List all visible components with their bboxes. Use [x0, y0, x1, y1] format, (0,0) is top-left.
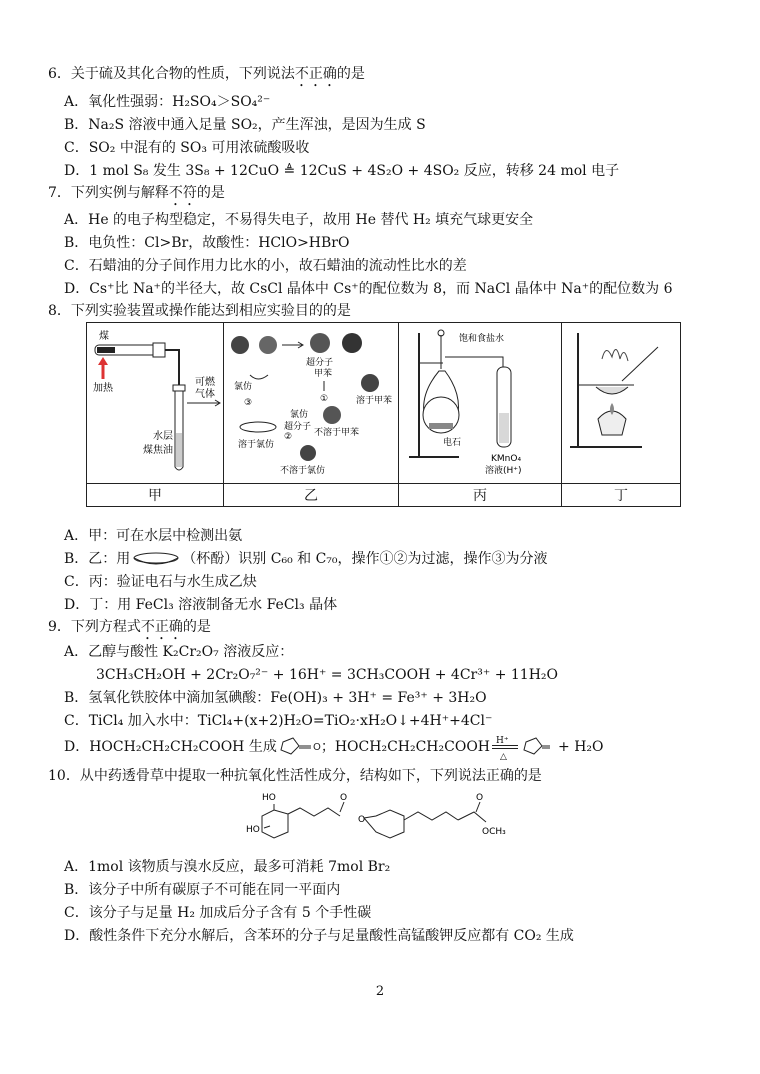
label-toluene: 甲苯	[314, 369, 333, 379]
label-step-1: ①	[320, 394, 329, 404]
label-methoxy: OCH₃	[482, 827, 506, 837]
label-acid-catalyst: H⁺	[496, 736, 509, 746]
label-hydroxyl-2: HO	[246, 825, 260, 835]
q8-option-a: A．甲：可在水层中检测出氨	[64, 528, 243, 544]
q6-option-d: D．1 mol S₈ 发生 3S₈ + 12CuO ≜ 12CuS + 4S₂O + 4SO₂ 反应，转移 24 mol 电子	[64, 163, 620, 179]
label-calcium-carbide: 电石	[443, 438, 462, 448]
label-heat: 加热	[93, 383, 113, 394]
caption-ding: 丁	[562, 484, 681, 507]
q7-option-b: B．电负性：Cl>Br，故酸性：HClO>HBrO	[64, 235, 350, 251]
label-gas-1: 可燃	[195, 377, 215, 388]
label-insoluble-toluene: 不溶于甲苯	[314, 428, 360, 438]
label-carbonyl-o-2: O	[476, 793, 484, 803]
label-chloroform-a: 氯仿	[234, 382, 253, 392]
figure-ding	[562, 323, 681, 484]
q9-option-c: C．TiCl₄ 加入水中：TiCl₄+(x+2)H₂O=TiO₂·xH₂O↓+4H⁺+4Cl⁻	[64, 713, 493, 729]
label-soluble-chloroform: 溶于氯仿	[238, 440, 275, 450]
q6-option-c: C．SO₂ 中混有的 SO₃ 可用浓硫酸吸收	[64, 140, 310, 156]
q9-option-b: B．氢氧化铁胶体中滴加氢碘酸：Fe(OH)₃ + 3H⁺ = Fe³⁺ + 3H₂O	[64, 690, 487, 706]
coal-sample	[97, 347, 115, 353]
q6-option-a: A．氧化性强弱：H₂SO₄＞SO₄²⁻	[64, 94, 271, 110]
q8-option-d: D．丁：用 FeCl₃ 溶液制备无水 FeCl₃ 晶体	[64, 597, 338, 613]
label-chloroform-b: 氯仿	[290, 410, 309, 420]
label-kmno4: KMnO₄	[491, 454, 522, 464]
label-acidic-solution: 溶液(H⁺)	[485, 466, 522, 476]
q9-option-a-line1: A．乙醇与酸性 K₂Cr₂O₇ 溶液反应：	[64, 644, 294, 660]
label-coal: 煤	[99, 331, 109, 342]
figure-jia	[87, 323, 224, 484]
label-carbonyl-o-1: O	[340, 793, 348, 803]
label-soluble-toluene: 溶于甲苯	[356, 396, 393, 406]
q10-option-a: A．1mol 该物质与溴水反应，最多可消耗 7mol Br₂	[64, 859, 391, 875]
label-step-3: ③	[244, 398, 253, 408]
lactone-icon	[277, 736, 321, 758]
label-step-2: ②	[284, 432, 293, 442]
molecular-structure	[244, 790, 534, 846]
caption-jia: 甲	[87, 484, 224, 507]
label-gas-2: 气体	[195, 389, 215, 400]
calixarene-icon	[132, 552, 180, 566]
q8-option-c: C．丙：验证电石与水生成乙炔	[64, 574, 257, 590]
label-ester-o-1: O	[358, 815, 366, 825]
q7-stem: 7．下列实例与解释不符的是	[48, 185, 225, 201]
q6-stem: 6．关于硫及其化合物的性质，下列说法不正确的是	[48, 66, 365, 82]
page-number: 2	[375, 984, 385, 999]
figure-bing	[399, 323, 562, 484]
lactone-icon-2	[520, 736, 558, 758]
q10-option-d: D．酸性条件下充分水解后，含苯环的分子与足量酸性高锰酸钾反应都有 CO₂ 生成	[64, 928, 574, 944]
q7-option-a: A．He 的电子构型稳定，不易得失电子，故用 He 替代 H₂ 填充气球更安全	[64, 212, 534, 228]
label-heat-symbol: △	[500, 752, 507, 762]
q8-figure-table	[86, 322, 681, 507]
label-coal-tar: 煤焦油	[143, 445, 173, 456]
label-supramolecule-2: 超分子	[284, 422, 312, 432]
label-water-layer: 水层	[153, 431, 173, 442]
q10-stem: 10．从中药透骨草中提取一种抗氧化性活性成分，结构如下，下列说法正确的是	[48, 768, 542, 784]
svg-text:O: O	[312, 742, 321, 753]
label-saturated-brine: 饱和食盐水	[459, 334, 505, 344]
q8-stem: 8．下列实验装置或操作能达到相应实验目的的是	[48, 303, 351, 319]
label-insoluble-chloroform: 不溶于氯仿	[280, 466, 326, 476]
q8-option-b: B．乙：用 （杯酚）识别 C₆₀ 和 C₇₀，操作①②为过滤，操作③为分液	[64, 551, 548, 567]
q6-option-b: B．Na₂S 溶液中通入足量 SO₂，产生浑浊，是因为生成 S	[64, 117, 426, 133]
label-hydroxyl-1: HO	[262, 793, 276, 803]
q9-stem: 9．下列方程式不正确的是	[48, 619, 211, 635]
q10-option-b: B．该分子中所有碳原子不可能在同一平面内	[64, 882, 341, 898]
q10-option-c: C．该分子与足量 H₂ 加成后分子含有 5 个手性碳	[64, 905, 372, 921]
label-supramolecule-1: 超分子	[306, 358, 334, 368]
q7-option-d: D．Cs⁺比 Na⁺的半径大，故 CsCl 晶体中 Cs⁺的配位数为 8，而 NaCl 晶体中 Na⁺的配位数为 6	[64, 281, 673, 297]
caption-yi: 乙	[224, 484, 399, 507]
reaction-arrow	[490, 736, 520, 762]
q7-option-c: C．石蜡油的分子间作用力比水的小，故石蜡油的流动性比水的差	[64, 258, 467, 274]
figure-yi	[224, 323, 399, 484]
q9-option-d: D．HOCH₂CH₂CH₂COOH 生成 O ；HOCH₂CH₂CH₂COOH H⁺ △ + H₂O	[64, 736, 604, 758]
q9-option-a-equation: 3CH₃CH₂OH + 2Cr₂O₇²⁻ + 16H⁺ = 3CH₃COOH + 4Cr³⁺ + 11H₂O	[96, 667, 558, 683]
caption-bing: 丙	[399, 484, 562, 507]
